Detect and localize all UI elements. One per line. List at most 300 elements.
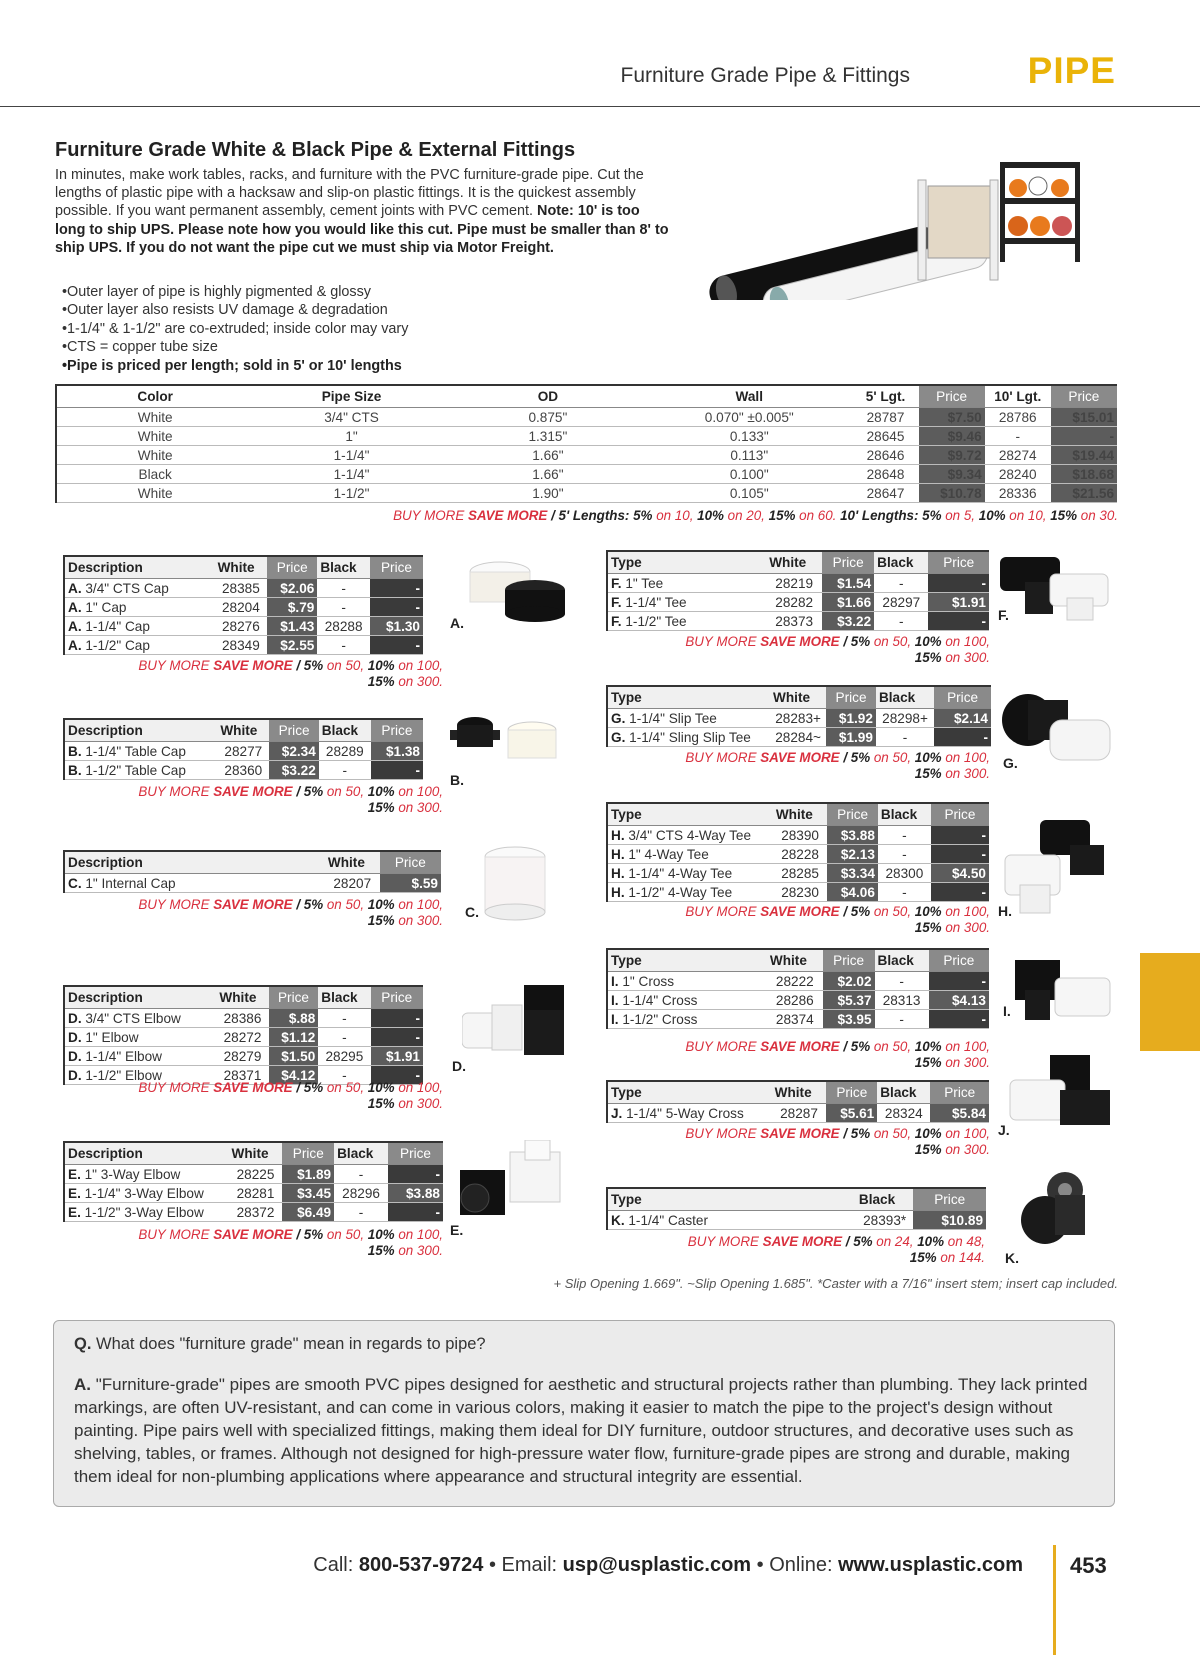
bm-text: SAVE MORE [467,508,548,523]
four-way-tee-photo [1000,815,1120,915]
fitting-description [64,1047,216,1066]
pipe-cell: 28274 [985,446,1051,465]
fitting-price: $1.99 [826,728,876,747]
fitting-row [607,612,989,631]
caster-photo [1015,1165,1100,1255]
fitting-part-number: 28277 [217,742,269,761]
feature-item: • Outer layer of pipe is highly pigmented & glossy [62,283,408,301]
fitting-header: Black [318,986,370,1009]
fitting-price: $6.49 [282,1203,334,1222]
fitting-part-number: 28279 [216,1047,268,1066]
bm-text: BUY MORE [685,750,761,765]
fitting-price: $1.50 [269,1047,319,1066]
fitting-row [607,709,991,728]
bm-text: 10% [367,1080,395,1095]
fitting-row [607,826,989,845]
fitting-label: K. [1005,1250,1019,1266]
fitting-description [607,864,773,883]
fitting-part-number: - [878,845,931,864]
fitting-part-number: 28207 [325,874,380,893]
fitting-row [64,742,423,761]
internal-cap-photo [480,845,550,925]
bm-text: BUY MORE [138,658,214,673]
intro-body [55,166,670,257]
fitting-letter: D. [68,1067,82,1083]
pipe-cell: 1.90" [450,484,646,503]
fitting-price: - [931,826,989,845]
fitting-desc-text: 1-1/4" Caster [624,1212,708,1228]
fitting-desc-text: 1-1/2" Table Cap [81,762,186,778]
fitting-desc-text: 1-1/4" 4-Way Tee [624,865,733,881]
pipe-cell: 1" [253,427,449,446]
bm-text: BUY MORE [685,904,761,919]
fitting-header: Black [874,551,928,574]
slip-tee-photo [1000,690,1120,770]
fitting-letter: B. [68,762,82,778]
fitting-table-h [606,802,989,902]
fitting-row [607,1211,986,1230]
fitting-part-number: 28284~ [770,728,826,747]
fitting-letter: D. [68,1048,82,1064]
pipe-cell: - [1051,427,1117,446]
bm-text: 10% [917,1234,945,1249]
faq-box [53,1320,1115,1507]
fitting-price: $3.22 [822,612,874,631]
bm-text: BUY MORE [687,1234,763,1249]
fitting-desc-text: 1-1/4" Slip Tee [625,710,717,726]
volume-discount [685,1126,990,1158]
bm-text: 10% [914,1039,942,1054]
fitting-row [64,1203,443,1222]
fitting-header: White [216,986,268,1009]
fitting-price: $.59 [380,874,441,893]
fitting-price: - [931,845,989,864]
bm-text: on 300. [941,650,990,665]
fitting-price: - [931,883,989,902]
bm-text: 10% [367,658,395,673]
faq-a-text: "Furniture-grade" pipes are smooth PVC pipes designed for aesthetic and structural projects rather than plumbing. They lack printed markings, are often UV-resistant, and can come in various colors, making it easier to match the pipe to the project's design without painting. Pipe pairs well with specialized fittings, making them ideal for DIY furniture, outdoor structures, and decorative uses such as shelving, tables, or frames. Although not designed for high-pressure water flow, furniture-grade pipes are strong and durable, making them ideal for non-plumbing applications where appearance and structural integrity are essential. [74,1375,1088,1486]
fitting-price: $1.43 [267,617,317,636]
fitting-header: Black [317,556,370,579]
fitting-description [607,972,767,991]
fitting-desc-text: 1" 3-Way Elbow [80,1166,181,1182]
feature-item: • CTS = copper tube size [62,338,408,356]
fitting-price: - [371,761,423,780]
pipe-row [56,427,1117,446]
fitting-price: $3.88 [388,1184,443,1203]
bm-text: / 5% [292,784,324,799]
header-rule [0,106,1200,107]
pipe-cell: 0.105" [646,484,852,503]
pipe-cell: 28336 [985,484,1051,503]
fitting-part-number: 28285 [773,864,828,883]
faq-question [74,1335,486,1354]
pipe-cell: 3/4" CTS [253,408,449,427]
fitting-part-number: - [876,728,934,747]
fitting-table-b [63,718,423,780]
bm-text: on 300. [941,1142,990,1157]
fitting-header: White [215,556,268,579]
fitting-letter: J. [611,1105,623,1121]
fitting-part-number: 28204 [215,598,268,617]
fitting-price: $5.37 [823,991,875,1010]
fitting-part-number: 28222 [767,972,823,991]
pipe-cell: White [56,484,253,503]
bm-text: 10% [914,750,942,765]
fitting-letter: E. [68,1166,81,1182]
bm-text: / 5% [839,750,871,765]
fitting-letter: F. [611,594,622,610]
fitting-price: $1.12 [269,1028,319,1047]
col-wall: Wall [646,385,852,408]
fitting-header: Black [876,686,934,709]
bm-text: on 100, [941,750,990,765]
fitting-header: Price [930,1081,989,1104]
fitting-row [607,883,989,902]
bm-text: 15% [914,1142,942,1157]
fitting-row [64,1047,423,1066]
bm-text: SAVE MORE [760,634,840,649]
col-pipe-size: Pipe Size [253,385,449,408]
pipe-cell: 1.66" [450,446,646,465]
bm-text: / 5' Lengths: 5% [547,508,653,523]
bm-text: on 300. [941,766,990,781]
bm-text: on 5, [941,508,979,523]
fitting-header: White [772,1081,827,1104]
fitting-desc-text: 1" Cap [81,599,127,615]
fitting-letter: H. [611,865,625,881]
fitting-table-d [63,985,423,1085]
fitting-row [607,728,991,747]
fitting-header: Price [934,686,991,709]
bm-text: 10% [367,784,395,799]
fitting-label: C. [465,904,479,920]
bm-text: on 50, [870,904,915,919]
fitting-header: Black [334,1142,388,1165]
volume-discount [685,1039,990,1071]
pipe-cell: 0.070" ±0.005" [646,408,852,427]
fitting-label: B. [450,772,464,788]
fitting-price: $3.45 [282,1184,334,1203]
bm-text: 10% [914,904,942,919]
fitting-row [607,574,989,593]
fitting-table-a [63,555,423,655]
fitting-desc-text: 1-1/4" Elbow [81,1048,162,1064]
fitting-table-f [606,550,989,631]
bm-text: BUY MORE [685,1039,761,1054]
fitting-header: Black [856,1188,914,1211]
fitting-part-number: 28282 [766,593,822,612]
col-price-10ft: Price [1051,385,1117,408]
feature-item: • Outer layer also resists UV damage & degradation [62,301,408,319]
fitting-header: Description [64,556,215,579]
fitting-table-e [63,1141,443,1222]
fitting-label: D. [452,1058,466,1074]
fitting-desc-text: 1" Tee [621,575,664,591]
footer-email[interactable]: usp@usplastic.com [562,1554,752,1576]
fitting-description [607,883,773,902]
volume-discount [138,897,443,929]
fitting-desc-text: 3/4" CTS 4-Way Tee [624,827,752,843]
fitting-description [64,617,215,636]
fitting-header: Price [282,1142,334,1165]
volume-discount [685,904,990,936]
footer-phone[interactable]: 800-537-9724 [358,1554,484,1576]
fitting-price: $1.30 [370,617,423,636]
fitting-letter: G. [611,729,626,745]
col-color: Color [56,385,253,408]
faq-a-label: A. [74,1375,91,1394]
fitting-part-number: 28272 [216,1028,268,1047]
fitting-part-number: 28360 [217,761,269,780]
bm-text: BUY MORE [138,897,214,912]
fitting-label: G. [1003,755,1018,771]
fitting-header: White [229,1142,283,1165]
fitting-letter: H. [611,846,625,862]
fitting-header: Description [64,851,325,874]
col-10ft: 10' Lgt. [985,385,1051,408]
bm-text: 10% [978,508,1006,523]
page-number: 453 [1070,1553,1107,1578]
fitting-header: Price [827,803,878,826]
intro-title: Furniture Grade White & Black Pipe & External Fittings [55,139,576,161]
fitting-price: $4.50 [931,864,989,883]
bm-text: on 50, [323,658,368,673]
fitting-header: Price [371,719,423,742]
fitting-part-number: 28295 [318,1047,370,1066]
fitting-price: - [370,598,423,617]
fitting-letter: K. [611,1212,625,1228]
pipe-cell: 28646 [852,446,918,465]
pipe-cell: - [985,427,1051,446]
feature-item: • 1-1/4" & 1-1/2" are co-extruded; inside color may vary [62,320,408,338]
pipe-cell: Black [56,465,253,484]
bm-text: / 5% [842,1234,873,1249]
fitting-header: Description [64,986,216,1009]
fitting-letter: I. [611,973,619,989]
fitting-desc-text: 1-1/2" 3-Way Elbow [80,1204,204,1220]
fitting-description [64,636,215,655]
bm-text: on 50, [323,1227,368,1242]
fitting-header: Price [371,986,423,1009]
fitting-header: Type [607,803,773,826]
fitting-description [607,709,770,728]
col-price-5ft: Price [919,385,985,408]
fitting-part-number: 28372 [229,1203,283,1222]
fitting-price: $2.34 [269,742,318,761]
fitting-part-number: 28276 [215,617,268,636]
footer-contact [313,1554,1023,1577]
pipe-cell: White [56,427,253,446]
fitting-price: $4.12 [269,1066,319,1085]
bm-text: on 24, [872,1234,918,1249]
fitting-desc-text: 1-1/4" Cross [618,992,698,1008]
fitting-label: H. [998,903,1012,919]
fitting-header: Price [269,986,319,1009]
pipe-cell: 28786 [985,408,1051,427]
fitting-row [64,1184,443,1203]
bm-text: / 5% [292,658,324,673]
fitting-row [64,761,423,780]
bm-text: 15% [367,913,395,928]
bm-text: / 5% [292,1227,324,1242]
fitting-description [607,574,766,593]
fitting-part-number: 28300 [878,864,931,883]
fitting-header: Type [607,551,766,574]
fitting-part-number: 28288 [317,617,370,636]
tee-photo [995,552,1115,622]
fitting-letter: A. [68,599,82,615]
bm-text: on 300. [394,674,443,689]
fitting-row [64,636,423,655]
volume-discount [138,1080,443,1112]
three-way-elbow-photo [450,1140,570,1220]
fitting-part-number: - [318,1028,370,1047]
fitting-desc-text: 1" Elbow [81,1029,139,1045]
bm-text: SAVE MORE [213,784,293,799]
volume-discount [685,750,990,782]
bm-text: on 300. [394,913,443,928]
bm-text: SAVE MORE [213,1080,293,1095]
footer-email-label: • Email: [483,1554,563,1576]
fitting-letter: A. [68,637,82,653]
pipe-price-table [55,384,1117,503]
pipe-cell: $10.78 [919,484,985,503]
fitting-header: Price [929,949,989,972]
fitting-part-number: 28385 [215,579,268,598]
volume-discount [685,634,990,666]
fitting-price: $1.89 [282,1165,334,1184]
fitting-part-number: - [875,1010,929,1029]
bm-text: 15% [367,674,395,689]
bm-text: SAVE MORE [762,1234,843,1249]
fitting-desc-text: 3/4" CTS Cap [81,580,169,596]
fitting-part-number: 28286 [767,991,823,1010]
fitting-header: Price [380,851,441,874]
bm-text: 10% [367,897,395,912]
fitting-row [607,845,989,864]
section-title: Furniture Grade Pipe & Fittings [620,64,910,87]
fitting-part-number: 28230 [773,883,828,902]
fitting-header: Type [607,949,767,972]
category-title: PIPE [1027,50,1116,91]
fitting-price: - [934,728,991,747]
bm-text: on 100, [941,904,990,919]
bm-text: SAVE MORE [760,1039,840,1054]
fitting-desc-text: 1-1/2" Elbow [81,1067,162,1083]
pipe-cell: 1.315" [450,427,646,446]
bm-text: / 5% [292,897,324,912]
fitting-description [64,1028,216,1047]
fitting-description [64,579,215,598]
bm-text: / 5% [292,1080,324,1095]
bm-text: on 100, [394,1227,443,1242]
bm-text: SAVE MORE [760,750,840,765]
footer-online-label: • Online: [751,1554,839,1576]
fitting-header: Type [607,1188,856,1211]
bm-text: 15% [367,1096,395,1111]
pipe-cell: $19.44 [1051,446,1117,465]
fitting-header: Price [269,719,318,742]
bm-text: on 300. [394,1096,443,1111]
fitting-part-number: 28287 [772,1104,827,1123]
fitting-header: Type [607,686,770,709]
bm-text: on 144. [936,1250,985,1265]
fitting-price: - [928,574,989,593]
fitting-price: $2.02 [823,972,875,991]
fitting-desc-text: 1" Cross [618,973,674,989]
pipe-furniture-photo [688,150,1090,300]
fitting-part-number: - [317,579,370,598]
fitting-part-number: 28281 [229,1184,283,1203]
fitting-label: F. [998,607,1009,623]
fitting-description [607,1211,856,1230]
bm-text: BUY MORE [685,1126,761,1141]
fitting-letter: A. [68,618,82,634]
fitting-desc-text: 1-1/4" 3-Way Elbow [80,1185,204,1201]
bm-text: on 100, [394,784,443,799]
fitting-price: $3.95 [823,1010,875,1029]
fitting-description [64,874,325,893]
pipe-cell: 28645 [852,427,918,446]
cross-photo [1005,950,1115,1030]
fitting-price: $2.14 [934,709,991,728]
fitting-letter: A. [68,580,82,596]
intro [55,139,670,257]
fitting-row [607,991,989,1010]
bm-text: BUY MORE [138,1080,214,1095]
fitting-part-number: - [318,1009,370,1028]
five-way-cross-photo [1000,1050,1115,1140]
pipe-cell: $7.50 [919,408,985,427]
footer-website[interactable]: www.usplastic.com [838,1554,1023,1576]
fitting-header: Black [877,1081,930,1104]
fitting-row [607,593,989,612]
col-5ft: 5' Lgt. [852,385,918,408]
faq-q-text: What does "furniture grade" mean in regards to pipe? [91,1335,486,1353]
fitting-header: Price [826,686,876,709]
fitting-description [64,1165,229,1184]
pipe-cell: 1.66" [450,465,646,484]
fitting-description [607,1104,772,1123]
bm-text: on 50, [870,634,915,649]
fitting-label: A. [450,615,464,631]
fitting-part-number: - [317,598,370,617]
fitting-row [64,579,423,598]
pipe-row [56,484,1117,503]
fitting-header: Price [913,1188,986,1211]
fitting-header: Price [931,803,989,826]
fitting-table-k [606,1187,986,1230]
fitting-part-number: 28297 [874,593,928,612]
fitting-price: - [928,612,989,631]
fitting-table-g [606,685,991,747]
fitting-description [64,598,215,617]
pipe-cell: 1-1/4" [253,446,449,465]
fitting-price: - [388,1203,443,1222]
fitting-part-number: 28386 [216,1009,268,1028]
bm-text: on 100, [941,1126,990,1141]
intro-text: In minutes, make work tables, racks, and furniture with the PVC furniture-grade pipe. Cut the lengths of plastic pipe with a hacksaw and slip-on plastic fittings. It is the quickest assembly possible. If you want permanent assembly, cement joints with PVC cement. [55,167,644,220]
bm-text: on 60. [795,508,841,523]
bm-text: on 50, [323,784,368,799]
table-cap-photo [450,710,570,770]
volume-discount [138,784,443,816]
fitting-letter: I. [611,992,619,1008]
pipe-cell: $18.68 [1051,465,1117,484]
fitting-letter: E. [68,1185,81,1201]
fitting-header: Price [370,556,423,579]
